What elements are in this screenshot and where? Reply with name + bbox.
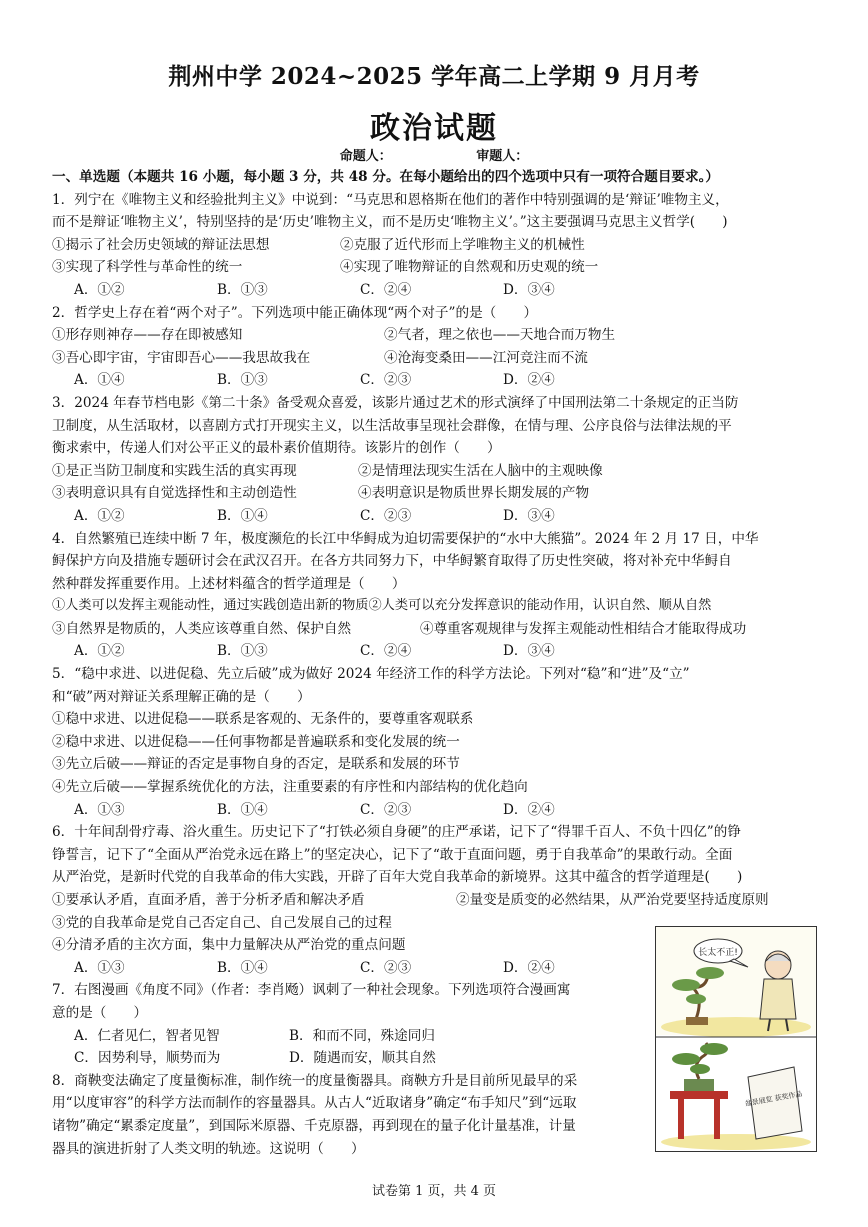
q6-option-d[interactable]: D．②④ [503, 959, 555, 976]
q8-stem-line3: 诸物”确定“累黍定度量”，到国际米原器、千克原器，再到现在的量子化计量基准，计量 [52, 1117, 576, 1134]
q5-stem-line1: 5．“稳中求进、以进促稳、先立后破”成为做好 2024 年经济工作的科学方法论。下列对“稳”和“进”及“立” [52, 666, 690, 683]
q6-option-b[interactable]: B．①④ [217, 959, 268, 976]
author-line [0, 145, 868, 164]
q1-stem-line2: 而不是辩证‘唯物主义’，特别坚持的是‘历史’唯物主义，而不是历史‘唯物主义’。”这主要强调马克思主义哲学( ) [52, 214, 728, 231]
q1-option-d[interactable]: D．③④ [503, 281, 555, 298]
q4-choice-4: ④尊重客观规律与发挥主观能动性相结合才能取得成功 [420, 620, 747, 637]
q2-choices-row1 [52, 324, 818, 347]
q7-option-d[interactable]: D．随遇而安，顺其自然 [289, 1050, 436, 1067]
q3-option-d[interactable]: D．③④ [503, 507, 555, 524]
q7-option-b[interactable]: B．和而不同，殊途同归 [289, 1027, 435, 1044]
q6-stem-line2: 铮誓言，记下了“全面从严治党永远在路上”的坚定决心，记下了“敢于直面问题，勇于自我革命”的果敢行动。全面 [52, 846, 733, 863]
q8-stem-line2: 用“以度审容”的科学方法而制作的容量器具。从古人“近取诸身”确定“布手知尺”到“远取 [52, 1095, 577, 1112]
q1-option-a[interactable]: A．①② [74, 281, 125, 298]
q2-choices-row2 [52, 347, 818, 370]
q5-stem-line2: 和“破”两对辩证关系理解正确的是（ ） [52, 688, 311, 705]
q1-choices-row1 [52, 234, 818, 257]
q6-choice-4: ④分清矛盾的主次方面，集中力量解决从严治党的重点问题 [52, 937, 406, 954]
sign-text: 盆景展览 获奖作品 [744, 1090, 804, 1109]
q2-option-d[interactable]: D．②④ [503, 372, 555, 389]
comic-drawing [656, 927, 816, 1151]
q5-choice-4: ④先立后破——掌握系统优化的方法，注重要素的有序性和内部结构的优化趋向 [52, 779, 528, 796]
q1-options [52, 279, 818, 302]
q5-choice-3: ③先立后破——辩证的否定是事物自身的否定，是联系和发展的环节 [52, 756, 460, 773]
q5-option-d[interactable]: D．②④ [503, 801, 555, 818]
q2-option-a[interactable]: A．①④ [74, 372, 125, 389]
comic-illustration [655, 926, 817, 1152]
q6-stem-line3: 从严治党，是新时代党的自我革命的伟大实践，开辟了百年大党自我革命的新境界。这其中蕴含的哲学道理是( ) [52, 869, 743, 886]
exam-title: 荆州中学 2024~2025 学年高二上学期 9 月月考 [168, 63, 700, 90]
q2-choice-4: ④沧海变桑田——江河竞注而不流 [384, 349, 588, 366]
section-heading: 一、单选题（本题共 16 小题，每小题 3 分，共 48 分。在每小题给出的四个选项中只有一项符合题目要求。） [52, 169, 720, 185]
q5-option-a[interactable]: A．①③ [74, 801, 125, 818]
q7-options-row1 [52, 1025, 664, 1048]
q2-choice-3: ③吾心即宇宙，宇宙即吾心——我思故我在 [52, 349, 311, 366]
reviewer-label: 审题人： [476, 149, 529, 164]
q2-option-b[interactable]: B．①③ [217, 372, 268, 389]
q1-option-b[interactable]: B．①③ [217, 281, 268, 298]
q1-choice-3: ③实现了科学性与革命性的统一 [52, 259, 243, 276]
q3-option-a[interactable]: A．①② [74, 507, 125, 524]
q2-choice-1: ①形存则神存——存在即被感知 [52, 327, 243, 344]
q3-choices-row1 [52, 460, 818, 483]
q6-choice-3: ③党的自我革命是党自己否定自己、自己发展自己的过程 [52, 914, 392, 931]
q6-option-a[interactable]: A．①③ [74, 959, 125, 976]
q6-choice-1: ①要承认矛盾，直面矛盾，善于分析矛盾和解决矛盾 [52, 892, 365, 908]
q3-choice-2: ②是情理法现实生活在人脑中的主观映像 [358, 462, 603, 479]
q4-stem-line3: 然种群发挥重要作用。上述材料蕴含的哲学道理是（ ） [52, 575, 406, 592]
q3-choice-3: ③表明意识具有自觉选择性和主动创造性 [52, 485, 297, 502]
q6-options [52, 957, 664, 980]
q7-option-c[interactable]: C．因势利导，顺势而为 [74, 1050, 221, 1067]
speech-text: 长太不正! [698, 948, 738, 958]
q7-stem-line2: 意的是（ ） [52, 1004, 148, 1021]
q8-stem-line1: 8．商鞅变法确定了度量衡标准，制作统一的度量衡器具。商鞅方升是目前所见最早的采 [52, 1072, 578, 1089]
q5-choice-2: ②稳中求进、以进促稳——任何事物都是普遍联系和变化发展的统一 [52, 733, 460, 750]
q7-option-a[interactable]: A．仁者见仁，智者见智 [74, 1027, 220, 1044]
q1-choice-2: ②克服了近代形而上学唯物主义的机械性 [340, 236, 585, 253]
q2-choice-2: ②气者，理之依也——天地合而万物生 [384, 327, 616, 344]
q4-option-b[interactable]: B．①③ [217, 643, 268, 660]
q1-choice-1: ①揭示了社会历史领域的辩证法思想 [52, 236, 270, 253]
q4-option-d[interactable]: D．③④ [503, 643, 555, 660]
q3-choice-1: ①是正当防卫制度和实践生活的真实再现 [52, 462, 297, 479]
q6-stem-line1: 6．十年间刮骨疗毒、浴火重生。历史记下了“打铁必须自身硬”的庄严承诺，记下了“得罪千百人、不负十四亿”的铮 [52, 824, 741, 841]
q7-stem-line1: 7．右图漫画《角度不同》（作者：李肖飏）讽刺了一种社会现象。下列选项符合漫画寓 [52, 982, 571, 999]
q7-options-row2 [52, 1047, 664, 1070]
q6-choice-2: ②量变是质变的必然结果，从严治党要坚持适度原则 [456, 892, 769, 908]
q4-stem-line1: 4．自然繁殖已连续中断 7 年，极度濒危的长江中华鲟成为迫切需要保护的“水中大熊猫”。2024 年 2 月 17 日，中华 [52, 530, 759, 547]
q4-choice-3: ③自然界是物质的，人类应该尊重自然、保护自然 [52, 620, 352, 637]
q5-option-c[interactable]: C．②③ [360, 801, 412, 818]
q3-stem-line1: 3．2024 年春节档电影《第二十条》备受观众喜爱，该影片通过艺术的形式演绎了中国刑法第二十条规定的正当防 [52, 394, 739, 411]
page-footer: 试卷第 1 页，共 4 页 [371, 1184, 497, 1199]
q5-choice-1: ①稳中求进、以进促稳——联系是客观的、无条件的，要尊重客观联系 [52, 711, 474, 728]
q3-choices-row2 [52, 482, 818, 505]
q1-stem-line1: 1．列宁在《唯物主义和经验批判主义》中说到：“马克思和恩格斯在他们的著作中特别强调的是‘辩证’唯物主义， [52, 191, 729, 208]
q3-stem-line2: 卫制度，从生活取材，以喜剧方式打开现实主义，以生活故事呈现社会群像，在情与理、公序良俗与法律法规的平 [52, 417, 732, 434]
q4-stem-line2: 鲟保护方向及措施专题研讨会在武汉召开。在各方共同努力下，中华鲟繁育取得了历史性突破，将对补充中华鲟自 [52, 553, 732, 570]
q6-choices-row1 [52, 889, 818, 912]
q4-options [52, 640, 818, 663]
q4-option-c[interactable]: C．②④ [360, 643, 412, 660]
q4-choices-row1: ①人类可以发挥主观能动性，通过实践创造出新的物质②人类可以充分发挥意识的能动作用，认识自然、顺从自然 [52, 598, 712, 614]
q3-option-b[interactable]: B．①④ [217, 507, 268, 524]
q2-option-c[interactable]: C．②③ [360, 372, 412, 389]
q4-choices-row2 [52, 618, 818, 641]
q2-stem-line1: 2．哲学史上存在着“两个对子”。下列选项中能正确体现“两个对子”的是（ ） [52, 304, 538, 321]
q8-stem-line4: 器具的演进折射了人类文明的轨迹。这说明（ ） [52, 1140, 365, 1157]
q3-option-c[interactable]: C．②③ [360, 507, 412, 524]
setter-label: 命题人： [339, 149, 392, 164]
q1-option-c[interactable]: C．②④ [360, 281, 412, 298]
q3-choice-4: ④表明意识是物质世界长期发展的产物 [358, 485, 590, 502]
q1-choice-4: ④实现了唯物辩证的自然观和历史观的统一 [340, 259, 599, 276]
q1-choices-row2 [52, 256, 818, 279]
subject-title: 政治试题 [370, 111, 498, 146]
q2-options [52, 369, 818, 392]
q3-stem-line3: 衡求索中，传递人们对公平正义的最朴素价值期待。该影片的创作（ ） [52, 440, 501, 457]
q5-options [52, 799, 818, 822]
q5-option-b[interactable]: B．①④ [217, 801, 268, 818]
q4-option-a[interactable]: A．①② [74, 643, 125, 660]
q3-options [52, 505, 818, 528]
q6-option-c[interactable]: C．②③ [360, 959, 412, 976]
